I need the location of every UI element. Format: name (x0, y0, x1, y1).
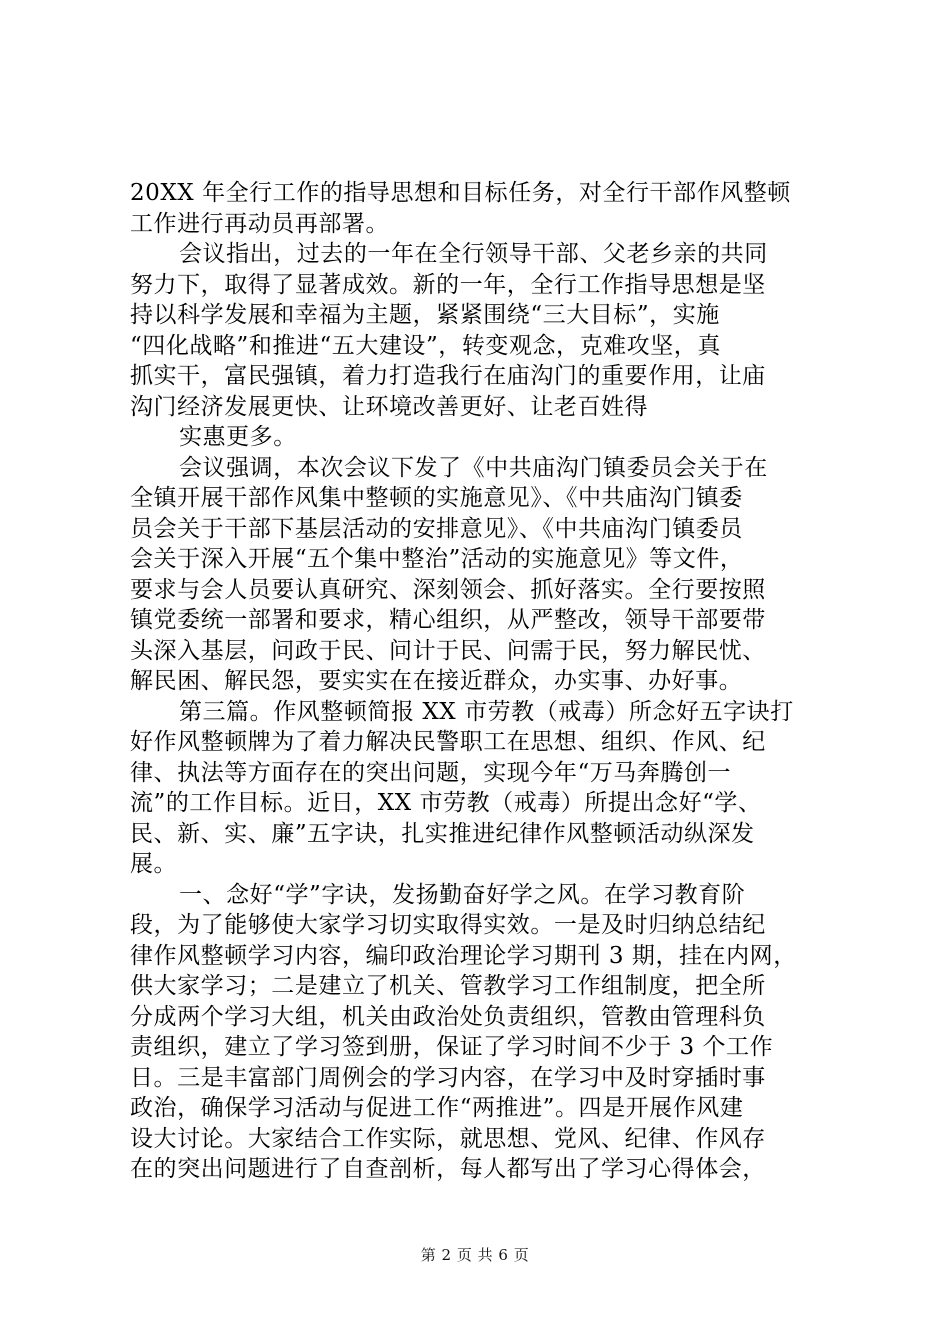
text-line: 镇党委统一部署和要求，精心组织，从严整改，领导干部要带 (130, 607, 766, 633)
text-line: 会关于深入开展“五个集中整治”活动的实施意见》等文件， (130, 546, 744, 572)
text-line: 设大讨论。大家结合工作实际，就思想、党风、纪律、作风存 (130, 1125, 766, 1152)
paragraph (130, 239, 830, 422)
paragraph (130, 178, 830, 239)
text-line: 会议指出，过去的一年在全行领导干部、父老乡亲的共同 (179, 241, 768, 267)
text-line: 流”的工作目标。近日，XX 市劳教（戒毒）所提出念好“学、 (130, 790, 762, 816)
text-line: 工作进行再动员再部署。 (130, 210, 390, 237)
text-line: 努力下，取得了显著成效。新的一年，全行工作指导思想是坚 (130, 271, 766, 298)
text-line: 分成两个学习大组，机关由政治处负责组织，管教由管理科负 (130, 1003, 766, 1030)
text-line: 第三篇。作风整顿简报 XX 市劳教（戒毒）所念好五字诀打 (179, 698, 794, 725)
text-line: 日。三是丰富部门周例会的学习内容，在学习中及时穿插时事 (130, 1064, 766, 1091)
text-line: 员会关于干部下基层活动的安排意见》、《中共庙沟门镇委员 (130, 515, 743, 542)
text-line: 解民困、解民怨，要实实在在接近群众，办实事、办好事。 (130, 668, 743, 694)
text-line: 持以科学发展和幸福为主题，紧紧围绕“三大目标”，实施 (130, 302, 720, 328)
text-line: 头深入基层，问政于民、问计于民、问需于民，努力解民忧、 (130, 637, 766, 664)
text-line: 一、念好“学”字诀，发扬勤奋好学之风。在学习教育阶 (179, 881, 746, 908)
text-line: 段，为了能够使大家学习切实取得实效。一是及时归纳总结纪 (130, 912, 766, 938)
paragraph (130, 880, 830, 1185)
text-line: 展。 (130, 851, 178, 877)
paragraph (130, 453, 830, 697)
document-body (130, 178, 830, 1185)
paragraph (130, 422, 830, 453)
text-line: 全镇开展干部作风集中整顿的实施意见》、《中共庙沟门镇委 (130, 485, 743, 511)
text-line: 20XX 年全行工作的指导思想和目标任务，对全行干部作风整顿 (130, 180, 791, 206)
text-line: 沟门经济发展更快、让环境改善更好、让老百姓得 (130, 393, 649, 420)
text-line: “四化战略”和推进“五大建设”，转变观念，克难攻坚，真 (130, 332, 721, 359)
text-line: 民、新、实、廉”五字诀，扎实推进纪律作风整顿活动纵深发 (130, 820, 755, 847)
text-line: 律作风整顿学习内容，编印政治理论学习期刊 3 期，挂在内网， (130, 942, 797, 969)
text-line: 实惠更多。 (179, 424, 297, 450)
text-line: 责组织，建立了学习签到册，保证了学习时间不少于 3 个工作 (130, 1034, 774, 1060)
text-line: 会议强调，本次会议下发了《中共庙沟门镇委员会关于在 (179, 454, 768, 481)
paragraph (130, 697, 830, 880)
text-line: 要求与会人员要认真研究、深刻领会、抓好落实。全行要按照 (130, 576, 766, 603)
text-line: 在的突出问题进行了自查剖析，每人都写出了学习心得体会， (130, 1156, 766, 1182)
text-line: 政治，确保学习活动与促进工作“两推进”。四是开展作风建 (130, 1095, 744, 1121)
text-line: 律、执法等方面存在的突出问题，实现今年“万马奔腾创一 (130, 759, 732, 786)
page-footer: 第 2 页 共 6 页 (420, 1246, 530, 1264)
text-line: 好作风整顿牌为了着力解决民警职工在思想、组织、作风、纪 (130, 729, 766, 755)
text-line: 抓实干，富民强镇，着力打造我行在庙沟门的重要作用，让庙 (130, 363, 766, 389)
text-line: 供大家学习；二是建立了机关、管教学习工作组制度，把全所 (130, 973, 766, 999)
